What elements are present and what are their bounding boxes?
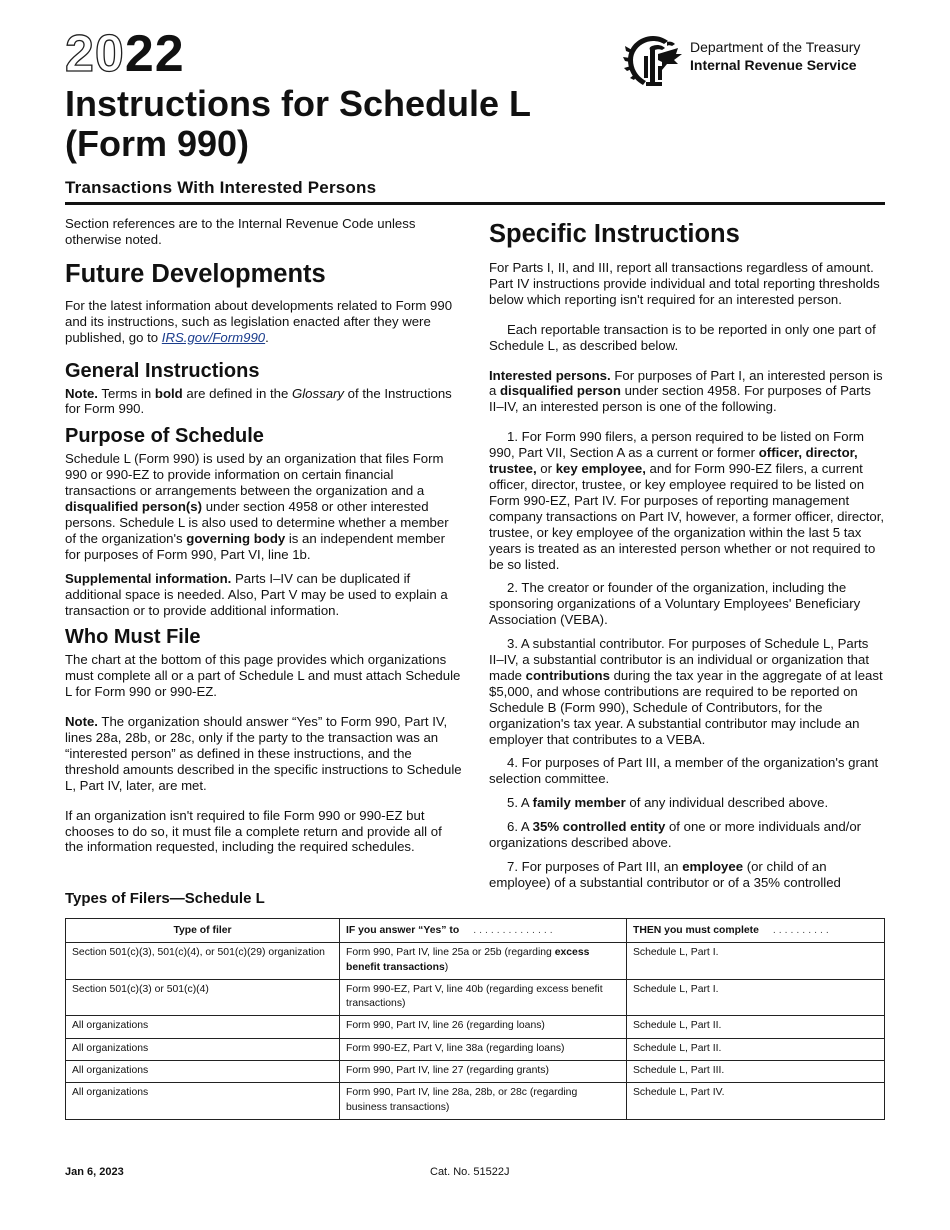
left-column (65, 216, 463, 863)
cell-then-complete: Schedule L, Part I. (627, 943, 885, 980)
cell-then-complete: Schedule L, Part III. (627, 1061, 885, 1083)
filers-table (65, 918, 885, 1120)
page-subtitle: Transactions With Interested Persons (65, 178, 377, 197)
cell-if-yes: Form 990-EZ, Part V, line 40b (regarding excess benefit transactions) (340, 979, 627, 1016)
specific-paragraph-1: For Parts I, II, and III, report all transactions regardless of amount. Part IV instructions provide individual and total reporting thresholds below which reporting isn't required for an interested person. (489, 260, 880, 307)
cell-then-complete: Schedule L, Part I. (627, 979, 885, 1016)
heading-future-developments: Future Developments (65, 259, 326, 288)
right-column (489, 216, 886, 899)
cell-type-of-filer: All organizations (66, 1061, 340, 1083)
heading-who-must-file: Who Must File (65, 626, 201, 649)
column-header-if-yes: IF you answer “Yes” to .............. (340, 919, 627, 943)
who-note-paragraph: Note. The organization should answer “Yes” to Form 990, Part IV, lines 28a, 28b, or 28c, only if the party to the transaction was an “interested person” as defined in these instructions, and the threshold amounts described in the specific instructions to Schedule L, Part IV, later, are met. (65, 714, 462, 793)
cell-then-complete: Schedule L, Part II. (627, 1016, 885, 1038)
table-row (66, 1016, 885, 1038)
list-item: 4. For purposes of Part III, a member of the organization's grant selection committee. (489, 755, 879, 787)
irs-form990-link[interactable]: IRS.gov/Form990 (161, 329, 266, 345)
intro-paragraph: Section references are to the Internal Revenue Code unless otherwise noted. (65, 216, 416, 247)
table-body (66, 943, 885, 1120)
list-item: 5. A family member of any individual described above. (507, 795, 829, 811)
header-rule (65, 202, 885, 205)
irs-eagle-logo-icon (622, 32, 686, 88)
list-item: 1. For Form 990 filers, a person required to be listed on Form 990, Part VII, Section A as a current or former officer, director, trustee, or key employee, and for Form 990-EZ filers, a current officer, director, trustee, or key employee required to be listed on Form 990-EZ, Part IV. For purposes of reporting management company transactions on Part IV, however, a former officer, director, trustee, or key employee of the organization within the last 5 tax years is treated as an interested person whether or not required to be so listed. (489, 429, 885, 572)
cell-if-yes: Form 990, Part IV, line 28a, 28b, or 28c (regarding business transactions) (340, 1083, 627, 1120)
list-item: 6. A 35% controlled entity of one or more individuals and/or organizations described above. (489, 819, 862, 851)
cell-then-complete: Schedule L, Part IV. (627, 1083, 885, 1120)
revision-date: Jan 6, 2023 (65, 1166, 124, 1178)
heading-purpose-of-schedule: Purpose of Schedule (65, 425, 264, 448)
future-paragraph: For the latest information about developments related to Form 990 and its instructions, such as legislation enacted after they were published, go to IRS.gov/Form990. (65, 297, 453, 345)
table-title: Types of Filers—Schedule L (65, 890, 265, 907)
agency-name: Department of the Treasury Internal Revenue Service (690, 39, 861, 73)
table-row (66, 1061, 885, 1083)
cell-if-yes: Form 990, Part IV, line 27 (regarding grants) (340, 1061, 627, 1083)
table-row (66, 1083, 885, 1120)
interested-persons-paragraph: Interested persons. For purposes of Part I, an interested person is a disqualified person under section 4958. For purposes of Parts II–IV, an interested person is one of the following. (489, 367, 883, 415)
cell-type-of-filer: All organizations (66, 1016, 340, 1038)
cell-then-complete: Schedule L, Part II. (627, 1038, 885, 1060)
specific-paragraph-2: Each reportable transaction is to be reported in only one part of Schedule L, as described below. (489, 321, 876, 353)
heading-general-instructions: General Instructions (65, 359, 260, 382)
table-row (66, 943, 885, 980)
list-item: 3. A substantial contributor. For purposes of Schedule L, Parts II–IV, a substantial contributor is an individual or organization that made contributions during the tax year in the aggregate of at least $5,000, and whose contributions are required to be reported on Schedule B (Form 990), Schedule of Contributors, for the organization's tax year. A substantial contributor may include an employer that contributes to a VEBA. (489, 636, 883, 747)
column-header-then-complete: THEN you must complete .......... (627, 919, 885, 943)
catalog-number: Cat. No. 51522J (430, 1166, 510, 1178)
cell-type-of-filer: Section 501(c)(3), 501(c)(4), or 501(c)(29) organization (66, 943, 340, 980)
cell-type-of-filer: All organizations (66, 1083, 340, 1120)
cell-if-yes: Form 990-EZ, Part V, line 38a (regarding loans) (340, 1038, 627, 1060)
who-paragraph-1: The chart at the bottom of this page provides which organizations must complete all or a part of Schedule L and must attach Schedule L for Form 990 or 990-EZ. (65, 652, 461, 700)
supplemental-paragraph: Supplemental information. Parts I–IV can be duplicated if additional space is needed. Also, Part V may be used to explain a transaction or to provide additional information. (65, 570, 448, 618)
cell-if-yes: Form 990, Part IV, line 25a or 25b (regarding excess benefit transactions) (340, 943, 627, 980)
column-header-type-of-filer: Type of filer (66, 919, 340, 943)
table-row (66, 979, 885, 1016)
purpose-paragraph: Schedule L (Form 990) is used by an organization that files Form 990 or 990-EZ to provide information on certain financial transactions or arrangements between the organization and a disqualified person(s) under section 4958 or other interested persons. Schedule L is also used to determine whether a member of the organization's governing body is an independent member for purposes of Form 990, Part VI, line 1b. (65, 451, 449, 562)
cell-if-yes: Form 990, Part IV, line 26 (regarding loans) (340, 1016, 627, 1038)
cell-type-of-filer: All organizations (66, 1038, 340, 1060)
heading-specific-instructions: Specific Instructions (489, 220, 740, 248)
who-paragraph-3: If an organization isn't required to file Form 990 or 990-EZ but chooses to do so, it must file a complete return and provide all of the information requested, including the required schedules. (65, 807, 442, 855)
table-row (66, 1038, 885, 1060)
page-title: Instructions for Schedule L (Form 990) (65, 83, 532, 164)
cell-type-of-filer: Section 501(c)(3) or 501(c)(4) (66, 979, 340, 1016)
glossary-note: Note. Terms in bold are defined in the Glossary of the Instructions for Form 990. (65, 385, 452, 417)
list-item: 2. The creator or founder of the organization, including the sponsoring organizations of a Voluntary Employees' Beneficiary Association (VEBA). (489, 580, 861, 628)
form-year: 2022 (65, 25, 185, 83)
list-item: 7. For purposes of Part III, an employee (or child of an employee) of a substantial contributor or of a 35% controlled (489, 859, 841, 890)
